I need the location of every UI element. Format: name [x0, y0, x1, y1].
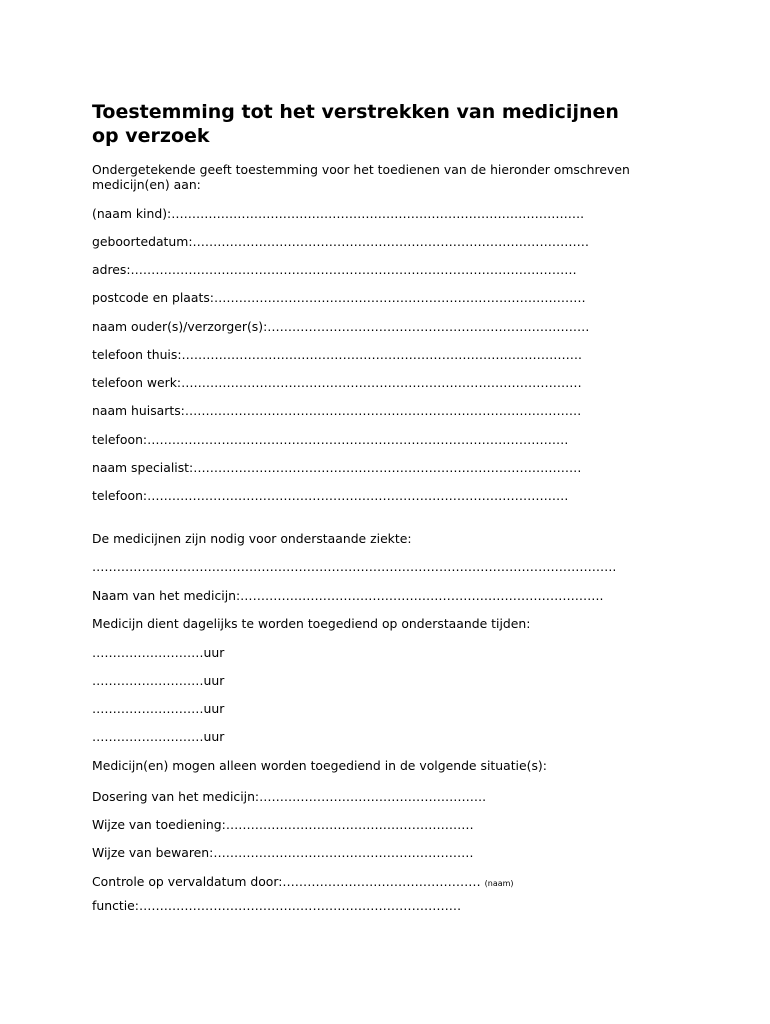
field-naam-kind: (naam kind):………………………………………………………………………………………. — [92, 206, 585, 221]
field-dosering: Dosering van het medicijn:………………………………………………. — [92, 789, 487, 804]
field-postcode-plaats: postcode en plaats:……………………………………………………………………………… — [92, 290, 586, 305]
situaties-label: Medicijn(en) mogen alleen worden toegediend in de volgende situatie(s): — [92, 758, 547, 773]
ziekte-label: De medicijnen zijn nodig voor onderstaande ziekte: — [92, 531, 412, 546]
field-telefoon-specialist: telefoon:………………………………………………………………………………………… — [92, 488, 569, 503]
naam-medicijn: Naam van het medicijn:……………………………………………………………………………. — [92, 588, 604, 603]
tijd-line-1: ………………………uur — [92, 645, 225, 660]
intro-text: Ondergetekende geeft toestemming voor het toedienen van de hieronder omschreven medicijn(en) aan: — [92, 162, 630, 192]
field-naam-ouder: naam ouder(s)/verzorger(s):…………………………………………………………………… — [92, 319, 590, 334]
field-wijze-toediening: Wijze van toediening:…………………………………………………… — [92, 817, 474, 832]
controle-text: Controle op vervaldatum door:………………………………………… — [92, 874, 481, 889]
field-telefoon-huisarts: telefoon:………………………………………………………………………………………… — [92, 432, 569, 447]
field-telefoon-werk: telefoon werk:……………………………………………………………………………………. — [92, 375, 582, 390]
field-wijze-bewaren: Wijze van bewaren:……………………………………………………… — [92, 845, 474, 860]
document-title: Toestemming tot het verstrekken van medicijnen op verzoek — [92, 101, 619, 147]
controle-note: (naam) — [484, 879, 514, 888]
tijd-line-4: ………………………uur — [92, 729, 225, 744]
tijd-line-2: ………………………uur — [92, 673, 225, 688]
field-naam-specialist: naam specialist:…………………………………………………………………………………. — [92, 460, 582, 475]
field-controle-vervaldatum — [92, 874, 514, 891]
tijd-line-3: ………………………uur — [92, 701, 225, 716]
field-naam-huisarts: naam huisarts:…………………………………………………………………………………… — [92, 403, 582, 418]
field-functie: functie:…………………………………………………………………… — [92, 898, 462, 913]
field-telefoon-thuis: telefoon thuis:……………………………………………………………………………………. — [92, 347, 582, 362]
field-adres: adres:……………………………………………………………………………………………… — [92, 262, 577, 277]
ziekte-line: ………………………………………………………………………………………………………………. — [92, 559, 617, 574]
tijden-label: Medicijn dient dagelijks te worden toegediend op onderstaande tijden: — [92, 616, 531, 631]
field-geboortedatum: geboortedatum:…………………………………………………………………………………… — [92, 234, 590, 249]
